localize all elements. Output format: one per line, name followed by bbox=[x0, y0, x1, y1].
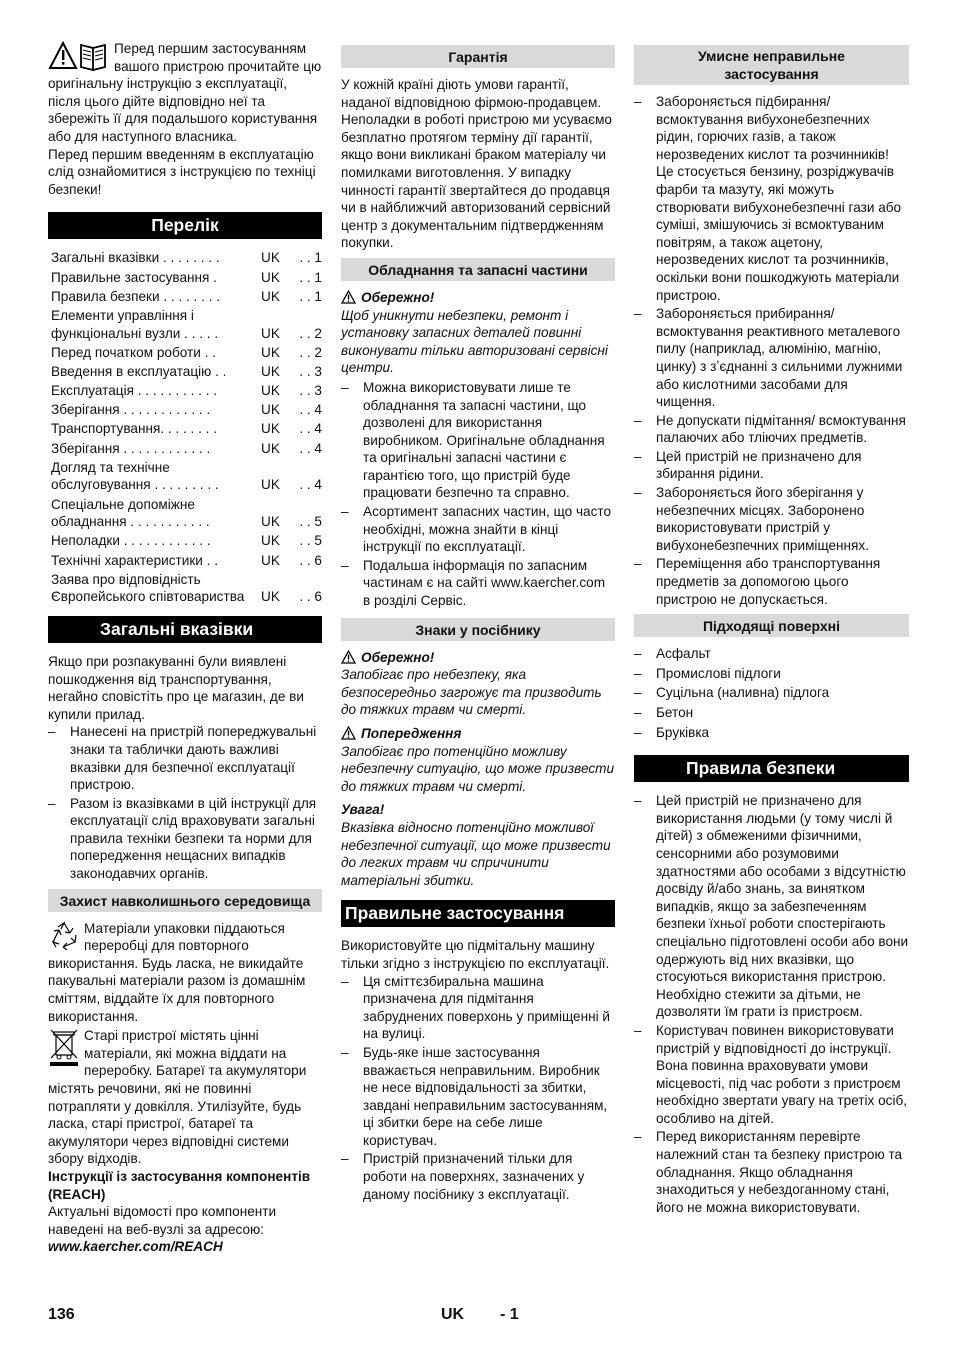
toc-row[interactable] bbox=[48, 344, 322, 362]
toc-label: Елементи управління і функціональні вузли . . . . . bbox=[51, 307, 219, 341]
toc-row[interactable] bbox=[48, 288, 322, 306]
warranty-title: Гарантія bbox=[341, 45, 615, 68]
surfaces-list bbox=[634, 645, 909, 741]
toc-page: . . 1 bbox=[299, 288, 322, 304]
toc-row[interactable] bbox=[48, 269, 322, 287]
toc-page: . . 3 bbox=[299, 383, 322, 399]
toc-row[interactable] bbox=[48, 440, 322, 458]
toc-label: Транспортування. . . . . . . . bbox=[51, 421, 217, 437]
toc-lang: UK bbox=[261, 269, 280, 285]
column-1 bbox=[48, 40, 322, 1256]
list-item: – Користувач повинен використовувати пристрій у відповідності до інструкції. Вона повинна враховувати умови місцевості, під час роботи з пристроєм необхідно звертати увагу на третіх осіб, особливо на дітей. bbox=[634, 1022, 909, 1128]
toc-page: . . 4 bbox=[299, 421, 322, 437]
list-item: – Нанесені на пристрій попереджувальні знаки та таблички дають важливі вказівки для безпечної експлуатації пристрою. bbox=[48, 723, 322, 793]
list-item: – Суцільна (наливна) підлога bbox=[634, 684, 909, 702]
list-item: – Переміщення або транспортування предметів за допомогою цього пристрою не допускається. bbox=[634, 555, 909, 608]
list-item: – Разом із вказівками в цій інструкції для експлуатації слід враховувати загальні правила техніки безпеки та норми для попередження нещасних випадків законодавчих органів. bbox=[48, 795, 322, 883]
toc-row[interactable] bbox=[48, 532, 322, 550]
intro-text: Перед першим застосуванням вашого пристрою прочитайте цю оригінальну інструкцію з експлуатації, після цього дійте відповідно неї та збережіть її для подальшого користування або для наступного власника. bbox=[48, 41, 322, 144]
list-item: – Будь-яке інше застосування вважається неправильним. Виробник не несе відповідальності за збитки, завдані неправильним застосуванням, ці збитки бере на себе лише користувач. bbox=[341, 1044, 615, 1150]
list-item: – Забороняється підбирання/ всмоктування вибухонебезпечних рідин, горючих газів, а також нерозведених кислот та розчинників! Це стосується бензину, розріджувачів фарби та мазуту, які можуть створювати вибухонебезпечні гази або суміші, змішуючись зі всмоктуваним повітрям, а також ацетону, нерозведених кислот та розчинників, оскільки вони пошкоджують матеріали пристрою. bbox=[634, 93, 909, 304]
toc-page: . . 2 bbox=[299, 344, 322, 360]
general-text: Якщо при розпакуванні були виявлені пошкодження від транспортування, негайно сповістіть про це магазин, де ви купили прилад. bbox=[48, 653, 304, 722]
warning-triangle-icon bbox=[341, 726, 356, 740]
toc-page: . . 2 bbox=[299, 325, 322, 341]
proper-use-text: Використовуйте цю підмітальну машину тільки згідно з інструкцією по експлуатації. bbox=[341, 938, 610, 971]
toc-lang: UK bbox=[261, 589, 280, 605]
column-2 bbox=[341, 40, 615, 1204]
toc-lang: UK bbox=[261, 402, 280, 418]
footer-lang: UK bbox=[441, 1306, 465, 1323]
environment-title: Захист навколишнього середовища bbox=[48, 889, 322, 912]
list-item: – Можна використовувати лише те обладнання та запасні частини, що дозволені для використання виробником. Оригінальне обладнання та оригінальні запасні частини є гарантією того, що пристрій буде працювати безпечно та справно. bbox=[341, 379, 615, 502]
toc-label: Технічні характеристики . . bbox=[51, 552, 218, 568]
toc-lang: UK bbox=[261, 288, 280, 304]
safety-title: Правила безпеки bbox=[634, 755, 909, 782]
toc-label: Експлуатація . . . . . . . . . . . bbox=[51, 383, 218, 399]
toc-lang: UK bbox=[261, 552, 280, 568]
toc-lang: UK bbox=[261, 250, 280, 266]
toc-lang: UK bbox=[261, 440, 280, 456]
toc-page: . . 6 bbox=[299, 552, 322, 568]
list-item: – Бруківка bbox=[634, 724, 909, 742]
weee-text: Старі пристрої містять цінні матеріали, які можна віддати на переробку. Батареї та акумулятори містять речовини, які не повинні потрапляти у довкілля. Утилізуйте, будь ласка, старі пристрої, батареї та акумулятори через відповідні системи збору відходів. bbox=[48, 1028, 307, 1167]
reach-link[interactable]: www.kaercher.com/REACH bbox=[48, 1239, 223, 1255]
toc-title: Перелік bbox=[48, 212, 322, 239]
toc-lang: UK bbox=[261, 383, 280, 399]
toc-label: Заява про відповідність Європейського співтовариства bbox=[51, 571, 245, 605]
toc-page: . . 1 bbox=[299, 269, 322, 285]
toc-row[interactable] bbox=[48, 459, 322, 494]
page-number: 136 bbox=[48, 1306, 75, 1323]
toc-label: Правила безпеки . . . . . . . . bbox=[51, 288, 220, 304]
toc-row[interactable] bbox=[48, 382, 322, 400]
accessories-title: Обладнання та запасні частини bbox=[341, 258, 615, 281]
toc-row[interactable] bbox=[48, 496, 322, 531]
weee-block bbox=[48, 1027, 322, 1168]
accessories-warning-head: Обережно! bbox=[341, 289, 615, 307]
toc-page: . . 1 bbox=[299, 250, 322, 266]
toc-row[interactable] bbox=[48, 420, 322, 438]
signs-title: Знаки у посібнику bbox=[341, 618, 615, 641]
warning-manual-icon bbox=[48, 40, 110, 72]
list-item: – Перед використанням перевірте належний стан та безпеку пристрою та обладнання. Якщо обладнання знаходиться у небездоганному стані, його не можна використовувати. bbox=[634, 1128, 909, 1216]
toc-page: . . 5 bbox=[299, 514, 322, 530]
toc-label: Спеціальне допоміжне обладнання . . . . . . . . . . . bbox=[51, 496, 210, 530]
toc-page: . . 4 bbox=[299, 440, 322, 456]
toc-page: . . 3 bbox=[299, 363, 322, 379]
toc-lang: UK bbox=[261, 533, 280, 549]
toc-lang: UK bbox=[261, 344, 280, 360]
caution-head: Увага! bbox=[341, 802, 385, 818]
danger-text: Запобігає про небезпеку, яка безпосередньо загрожує та призводить до тяжких травм чи смерті. bbox=[341, 667, 602, 718]
misuse-list bbox=[634, 93, 909, 608]
toc-label: Догляд та технічне обслуговування . . . . . . . . . bbox=[51, 459, 219, 493]
toc-page: . . 4 bbox=[299, 402, 322, 418]
crossed-bin-icon bbox=[48, 1027, 80, 1067]
toc-page: . . 4 bbox=[299, 477, 322, 493]
toc-lang: UK bbox=[261, 477, 280, 493]
toc-lang: UK bbox=[261, 325, 280, 341]
list-item: – Подальша інформація по запасним частинам є на сайті www.kaercher.com в розділі Сервіс. bbox=[341, 557, 615, 610]
toc-lang: UK bbox=[261, 421, 280, 437]
toc-lang: UK bbox=[261, 363, 280, 379]
toc-label: Перед початком роботи . . bbox=[51, 344, 216, 360]
intro-block bbox=[48, 40, 322, 198]
packaging-text: Матеріали упаковки піддаються переробці для повторного використання. Будь ласка, не викидайте пакувальні матеріали разом із домашнім сміттям, віддайте їх для повторного використання. bbox=[48, 920, 306, 1024]
footer-sub: - 1 bbox=[500, 1306, 519, 1323]
list-item: – Асортимент запасних частин, що часто необхідні, можна знайти в кінці інструкції по експлуатації. bbox=[341, 503, 615, 556]
list-item: – Ця сміттєзбиральна машина призначена для підмітання забруднених поверхонь у приміщенні й на вулиці. bbox=[341, 973, 615, 1043]
list-item: – Бетон bbox=[634, 704, 909, 722]
recycle-block bbox=[48, 920, 322, 1026]
toc-label: Загальні вказівки . . . . . . . . bbox=[51, 250, 220, 266]
warranty-text: У кожній країні діють умови гарантії, наданої відповідною фірмою-продавцем. Неполадки в роботі пристрою ми усуваємо безплатно протягом терміну дії гарантії, якщо вони викликані браком матеріалу чи помилками виготовлення. У випадку чинності гарантії звертайтеся до продавця чи в найближчий авторизований сервісний центр з документальним підтвердженням покупки. bbox=[341, 77, 612, 251]
caution-text: Вказівка відносно потенційно можливої небезпечної ситуації, що може призвести до легких травм чи спричинити матеріальні збитки. bbox=[341, 819, 611, 888]
warning-text: Запобігає про потенційно можливу небезпечну ситуацію, що може призвести до тяжких травм чи смерті. bbox=[341, 743, 615, 794]
list-item: – Асфальт bbox=[634, 645, 909, 663]
list-item: – Не допускати підмітання/ всмоктування палаючих або тліючих предметів. bbox=[634, 412, 909, 447]
intro-safety-text: Перед першим введенням в експлуатацію слід ознайомитися з інструкцією по техніці безпеки! bbox=[48, 146, 316, 197]
list-item: – Цей пристрій не призначено для збирання рідини. bbox=[634, 448, 909, 483]
list-item: – Забороняється його зберігання у небезпечних місцях. Заборонено використовувати пристрій у вибухонебезпечних приміщеннях. bbox=[634, 484, 909, 554]
toc-label: Зберігання . . . . . . . . . . . . bbox=[51, 402, 211, 418]
safety-list bbox=[634, 792, 909, 1216]
recycle-icon bbox=[48, 920, 80, 950]
reach-text: Актуальні відомості про компоненти наведені на веб-вузлі за адресою: bbox=[48, 1204, 277, 1237]
toc-row[interactable] bbox=[48, 571, 322, 606]
toc-row[interactable] bbox=[48, 249, 322, 267]
reach-title: Інструкції із застосування компонентів (REACH) bbox=[48, 1168, 311, 1202]
warning-head: Попередження bbox=[341, 725, 615, 743]
surfaces-title: Підходящі поверхні bbox=[634, 614, 909, 637]
list-item: – Пристрій призначений тільки для роботи на поверхнях, зазначених у даному посібнику з експлуатації. bbox=[341, 1150, 615, 1203]
toc-row[interactable] bbox=[48, 363, 322, 381]
warning-triangle-icon bbox=[341, 650, 356, 664]
toc-page: . . 5 bbox=[299, 533, 322, 549]
list-item: – Забороняється прибирання/ всмоктування реактивного металевого пилу (наприклад, алюмінію, магнію, цинку) з зʼєднанні з сильними лужними або кислотними засобами для чищення. bbox=[634, 305, 909, 411]
misuse-title: Умисне неправильне застосування bbox=[634, 45, 909, 85]
toc-row[interactable] bbox=[48, 401, 322, 419]
general-list bbox=[48, 723, 322, 882]
toc-label: Правильне застосування . bbox=[51, 269, 217, 285]
warning-triangle-icon bbox=[341, 290, 356, 304]
toc-row[interactable] bbox=[48, 552, 322, 570]
proper-use-list bbox=[341, 973, 615, 1204]
danger-head: Обережно! bbox=[341, 649, 615, 667]
column-3 bbox=[634, 40, 909, 1217]
toc-page: . . 6 bbox=[299, 589, 322, 605]
toc-lang: UK bbox=[261, 514, 280, 530]
general-title: Загальні вказівки bbox=[48, 616, 322, 643]
toc-row[interactable] bbox=[48, 307, 322, 342]
toc-label: Неполадки . . . . . . . . . . . . bbox=[51, 533, 211, 549]
toc-label: Зберігання . . . . . . . . . . . . bbox=[51, 440, 211, 456]
list-item: – Цей пристрій не призначено для використання людьми (у тому числі й дітей) з обмеженими фізичними, сенсорними або розумовими здатностями або особами з відсутністю досвіду й/або знань, за винятком випадків, якщо за забезпеченням безпеки їхньої роботи спостерігають спеціально підготовлені особи або вони одержують від них вказівки, що стосуються використання пристрою. Необхідно стежити за дітьми, не дозволяти їм грати із пристроєм. bbox=[634, 792, 909, 1021]
list-item: – Промислові підлоги bbox=[634, 665, 909, 683]
proper-use-title: Правильне застосування bbox=[341, 900, 615, 927]
accessories-list bbox=[341, 379, 615, 610]
toc-label: Введення в експлуатацію . . bbox=[51, 363, 227, 379]
table-of-contents bbox=[48, 249, 322, 606]
accessories-warning-text: Щоб уникнути небезпеки, ремонт і установку запасних деталей повинні виконувати тільки авторизовані сервісні центри. bbox=[341, 307, 608, 376]
